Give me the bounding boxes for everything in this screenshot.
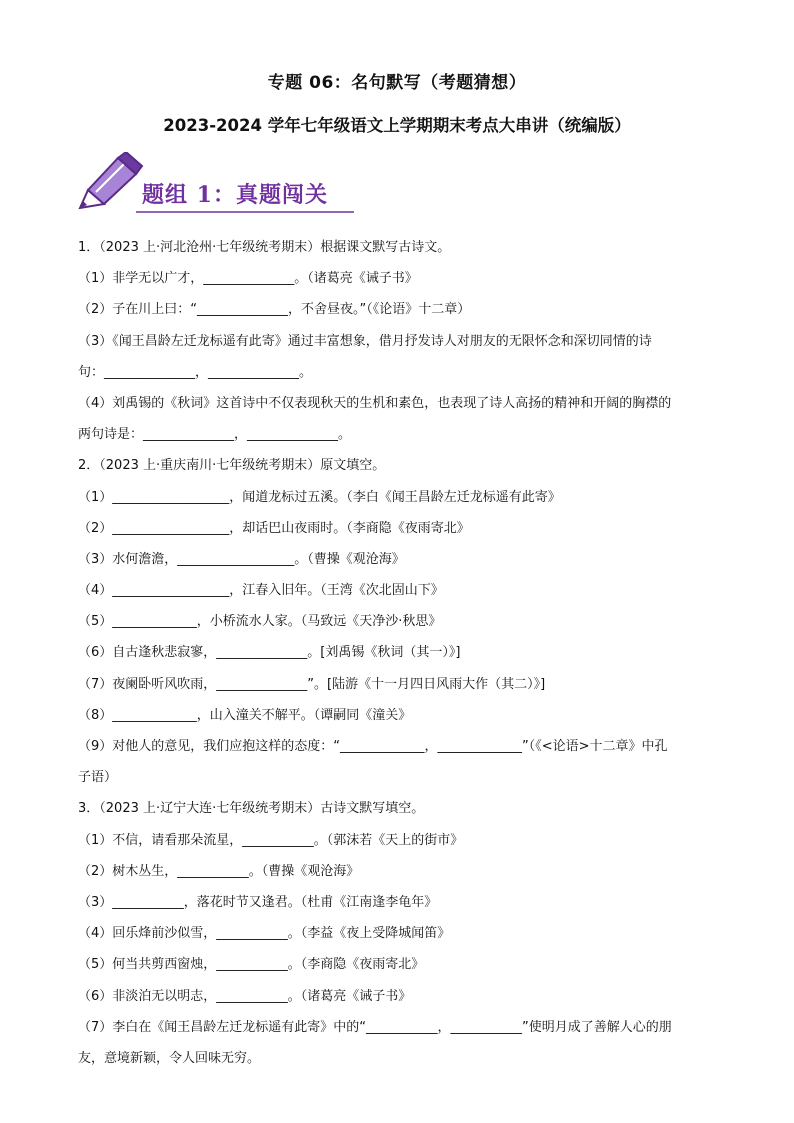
- text-line: （8）_____________，山入潼关不解平。（谭嗣同《潼关》: [78, 707, 412, 723]
- text-line: （6）非淡泊无以明志，___________。（诸葛亮《诫子书》: [78, 988, 412, 1004]
- text-line: （4）回乐烽前沙似雪，___________。（李益《夜上受降城闻笛》: [78, 926, 451, 942]
- text-line: （1）不信，请看那朵流星，___________。（郭沫若《天上的街市》: [78, 832, 464, 848]
- text-line: （1）非学无以广才，______________。（诸葛亮《诫子书》: [78, 271, 418, 287]
- text-line: （3）《闻王昌龄左迁龙标遥有此寄》通过丰富想象，借月抒发诗人对朋友的无限怀念和深切同情的诗: [78, 333, 652, 349]
- text-line: （6）自古逢秋悲寂寥，______________。[刘禹锡《秋词（其一）》]: [78, 645, 461, 661]
- text-line: （4）__________________，江春入旧年。（王湾《次北固山下》: [78, 583, 444, 599]
- text-line: （3）水何澹澹，__________________。（曹操《观沧海》: [78, 551, 405, 567]
- text-line: 两句诗是：______________，______________。: [78, 427, 352, 443]
- text-line: （5）_____________，小桥流水人家。（马致远《天净沙·秋思》: [78, 614, 442, 630]
- text-line: （5）何当共剪西窗烛，___________。（李商隐《夜雨寄北》: [78, 957, 425, 973]
- section-heading: 题组 1：真题闯关: [142, 182, 328, 208]
- text-line: （9）对他人的意见，我们应抱这样的态度：“_____________，_____________”（《<论语>十二章》中孔: [78, 739, 668, 754]
- text-line: （4）刘禹锡的《秋词》这首诗中不仅表现秋天的生机和素色，也表现了诗人高扬的精神和开阔的胸襟的: [78, 395, 672, 411]
- text-line: 子语）: [78, 770, 118, 786]
- page-title: 专题 06：名句默写（考题猜想）: [267, 73, 527, 93]
- question-list: [78, 232, 718, 1074]
- text-line: 友，意境新颖，令人回味无穷。: [78, 1050, 261, 1066]
- page-subtitle: 2023-2024 学年七年级语文上学期期末考点大串讲（统编版）: [163, 116, 631, 135]
- text-line: 句：______________，______________。: [78, 364, 313, 380]
- text-line: （2）__________________，却话巴山夜雨时。（李商隐《夜雨寄北》: [78, 520, 470, 536]
- pencil-icon: [80, 152, 142, 208]
- text-line: 1．（2023 上·河北沧州·七年级统考期末）根据课文默写古诗文。: [78, 240, 451, 255]
- text-line: 2．（2023 上·重庆南川·七年级统考期末）原文填空。: [78, 458, 386, 474]
- text-line: （2）子在川上曰：“______________，不舍昼夜。”（《论语》十二章）: [78, 302, 471, 318]
- text-line: （3）___________，落花时节又逢君。（杜甫《江南逢李龟年》: [78, 894, 438, 910]
- text-line: （7）李白在《闻王昌龄左迁龙标遥有此寄》中的“___________，___________”使明月成了善解人心的朋: [78, 1019, 672, 1035]
- text-line: （2）树木丛生，___________。（曹操《观沧海》: [78, 863, 360, 879]
- text-line: （7）夜阑卧听风吹雨，______________”。[陆游《十一月四日风雨大作（其二）》]: [78, 676, 546, 692]
- text-line: （1）__________________，闻道龙标过五溪。（李白《闻王昌龄左迁龙标遥有此寄》: [78, 489, 561, 505]
- text-line: 3．（2023 上·辽宁大连·七年级统考期末）古诗文默写填空。: [78, 801, 425, 817]
